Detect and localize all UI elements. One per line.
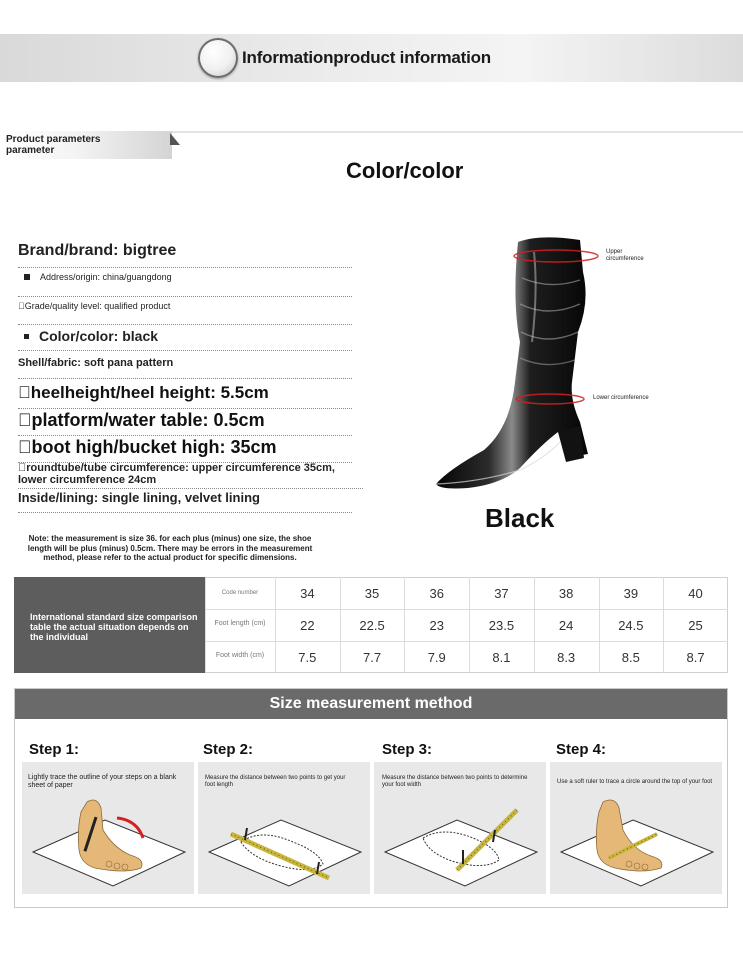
section-divider	[170, 131, 743, 133]
size-table-cell: 23	[429, 618, 444, 633]
tab-corner-icon	[170, 133, 180, 145]
step-1-title: Step 1:	[29, 741, 80, 758]
spec-tube	[18, 462, 363, 489]
size-table-cell: 24.5	[618, 618, 644, 633]
size-table-cell: 34	[300, 586, 315, 601]
spec-boot-text:  boot high/bucket high: 35cm	[18, 437, 277, 457]
boot-image	[420, 232, 660, 500]
size-table-cell: 37	[494, 586, 509, 601]
spec-brand	[18, 242, 352, 268]
table-row-divider	[205, 641, 728, 642]
spec-brand-text: Brand/brand: bigtree	[18, 242, 177, 259]
spec-boot-height	[18, 437, 352, 463]
size-table-cell: 8.7	[686, 650, 705, 665]
foot-length-illustration	[201, 790, 367, 890]
size-table-cell: 25	[688, 618, 703, 633]
size-table-cell: 38	[558, 586, 574, 601]
size-table-cell: 7.7	[362, 650, 382, 665]
step-3-title: Step 3:	[382, 741, 433, 758]
step-2-title: Step 2:	[203, 741, 254, 758]
banner-circle-icon	[198, 38, 238, 78]
table-row-divider	[205, 609, 728, 610]
color-name-label: Black	[485, 503, 555, 533]
bullet-icon	[24, 334, 29, 339]
size-table-cell: 8.3	[557, 650, 576, 665]
foot-circumference-illustration	[553, 790, 719, 890]
step-4-title: Step 4:	[556, 741, 607, 758]
spec-lining	[18, 490, 352, 513]
size-table-cell: 8.5	[621, 650, 640, 665]
color-heading: Color/color	[346, 158, 464, 183]
lower-circumference-callout: Lower circumference	[593, 395, 649, 401]
upper-circumference-callout: Upper circumference	[606, 249, 644, 262]
size-table-row-label: Foot length (cm)	[214, 620, 266, 627]
size-table-row-label: Foot width (cm)	[215, 652, 265, 659]
size-table-cell: 39	[623, 586, 639, 601]
step-3-description: Measure the distance between two points to determine your foot width	[382, 775, 528, 788]
step-1-description: Lightly trace the outline of your steps on a blank sheet of paper	[28, 774, 177, 789]
page-title: Informationproduct information	[242, 48, 491, 67]
size-table-cell: 40	[688, 586, 703, 601]
size-table-cell: 23.5	[488, 618, 515, 633]
spec-color	[18, 328, 352, 351]
size-table-cell: 35	[364, 586, 380, 601]
params-tab-sublabel: parameter	[6, 145, 55, 156]
measurement-title: Size measurement method	[269, 695, 473, 712]
size-table-cell: 7.5	[298, 650, 317, 665]
size-table-cell: 22	[300, 618, 315, 633]
step-4-description: Use a soft ruler to trace a circle around the top of your foot	[557, 779, 713, 785]
step-2-description: Measure the distance between two points to get your foot length	[205, 775, 346, 788]
spec-shell	[18, 357, 352, 379]
spec-platform	[18, 410, 352, 436]
params-tab-label: Product parameters	[6, 134, 101, 145]
spec-origin	[18, 272, 352, 297]
size-table-cell: 36	[429, 586, 444, 601]
size-table-label: International standard size comparison table the actual situation depends on the individual	[30, 612, 198, 642]
spec-grade	[18, 301, 352, 325]
foot-trace-illustration	[25, 790, 191, 890]
spec-lining-text: Inside/lining: single lining, velvet lining	[18, 490, 260, 505]
measurement-note: Note: the measurement is size 36. for each plus (minus) one size, the shoe length will be plus (minus) 0.5cm. There may be errors in the measurement method, please refer to the actual product for specific dimensions.	[27, 534, 313, 562]
spec-platform-text:  platform/water table: 0.5cm	[18, 410, 265, 430]
spec-origin-text: Address/origin: china/guangdong	[40, 272, 172, 282]
size-table-cell: 24	[558, 618, 574, 633]
size-table-cell: 22.5	[359, 618, 385, 633]
size-table-row-label: Code number	[221, 590, 259, 596]
size-table-cell: 7.9	[427, 650, 446, 665]
spec-color-text: Color/color: black	[39, 328, 159, 344]
spec-shell-text: Shell/fabric: soft pana pattern	[18, 357, 174, 369]
bullet-icon	[24, 274, 30, 280]
spec-heel	[18, 383, 352, 409]
spec-grade-text:  Grade/quality level: qualified product	[18, 301, 171, 311]
foot-width-illustration	[377, 790, 543, 890]
spec-heel-text:  heelheight/heel height: 5.5cm	[18, 383, 269, 402]
size-table-cell: 8.1	[492, 650, 511, 665]
spec-tube-text:  roundtube/tube circumference: upper circumference 35cm, lower circumference 24cm	[18, 462, 335, 486]
